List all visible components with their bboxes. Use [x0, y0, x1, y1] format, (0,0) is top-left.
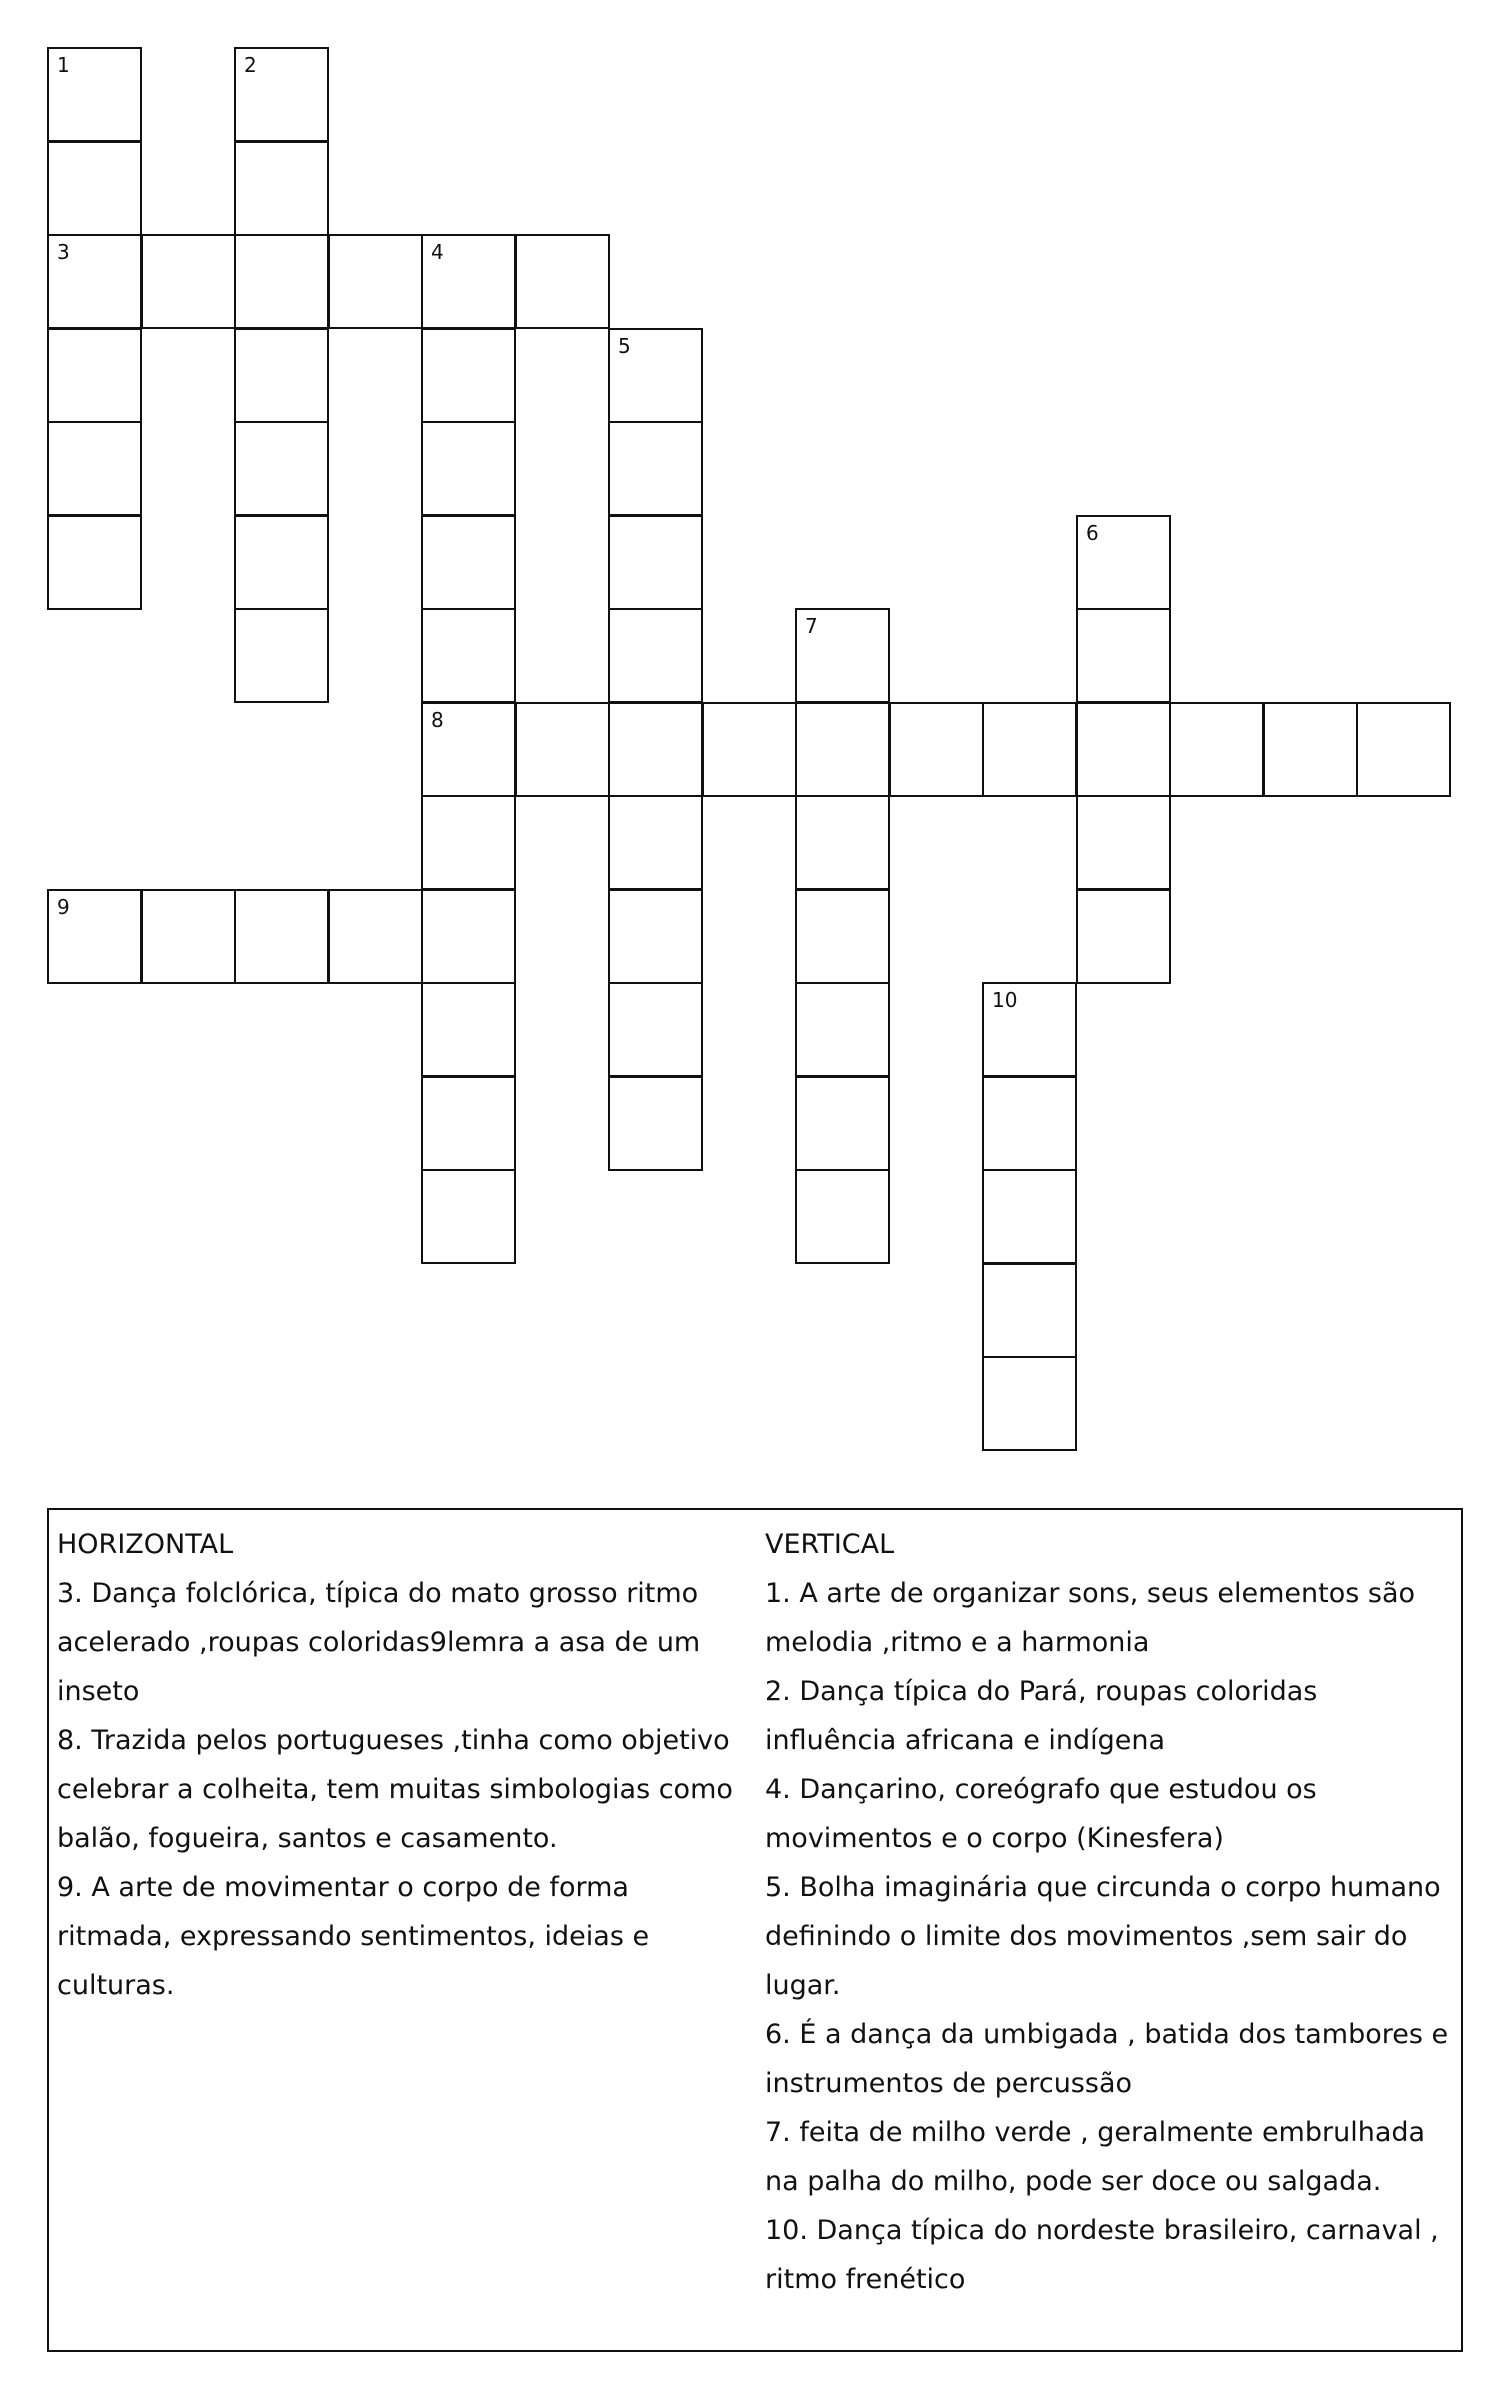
- clue-across-3: 3. Dança folclórica, típica do mato grosso ritmo acelerado ,roupas coloridas9lemra a asa de um inseto: [57, 1578, 701, 1707]
- grid-cell[interactable]: [795, 889, 890, 984]
- grid-cell[interactable]: [702, 702, 797, 797]
- grid-cell[interactable]: [1076, 608, 1171, 703]
- clue-down-5: 5. Bolha imaginária que circunda o corpo humano definindo o limite dos movimentos ,sem sair do lugar.: [765, 1872, 1441, 2001]
- grid-cell[interactable]: [608, 982, 703, 1077]
- grid-cell[interactable]: [1356, 702, 1451, 797]
- grid-cell[interactable]: [47, 889, 142, 984]
- grid-cell[interactable]: [608, 702, 703, 797]
- grid-cell[interactable]: [234, 234, 329, 329]
- grid-cell[interactable]: [608, 795, 703, 890]
- grid-cell[interactable]: [421, 702, 516, 797]
- grid-cell[interactable]: [795, 795, 890, 890]
- clue-number: 7: [805, 614, 818, 638]
- vertical-heading: VERTICAL: [765, 1529, 895, 1560]
- grid-cell[interactable]: [608, 1076, 703, 1171]
- grid-cell[interactable]: [141, 234, 236, 329]
- clue-number: 3: [57, 240, 70, 264]
- grid-cell[interactable]: [608, 515, 703, 610]
- grid-cell[interactable]: [47, 515, 142, 610]
- grid-cell[interactable]: [47, 47, 142, 142]
- grid-cell[interactable]: [889, 702, 984, 797]
- grid-cell[interactable]: [421, 608, 516, 703]
- grid-cell[interactable]: [608, 421, 703, 516]
- grid-cell[interactable]: [608, 328, 703, 423]
- grid-cell[interactable]: [421, 328, 516, 423]
- grid-cell[interactable]: [982, 1076, 1077, 1171]
- grid-cell[interactable]: [421, 795, 516, 890]
- grid-cell[interactable]: [795, 608, 890, 703]
- grid-cell[interactable]: [795, 702, 890, 797]
- grid-cell[interactable]: [421, 1169, 516, 1264]
- grid-cell[interactable]: [982, 1356, 1077, 1451]
- clue-down-7: 7. feita de milho verde , geralmente embrulhada na palha do milho, pode ser doce ou salgada.: [765, 2117, 1426, 2197]
- grid-cell[interactable]: [234, 47, 329, 142]
- grid-cell[interactable]: [982, 1169, 1077, 1264]
- clue-number: 8: [431, 708, 444, 732]
- grid-cell[interactable]: [795, 1076, 890, 1171]
- grid-cell[interactable]: [1169, 702, 1264, 797]
- grid-cell[interactable]: [47, 234, 142, 329]
- clue-down-10: 10. Dança típica do nordeste brasileiro, carnaval , ritmo frenético: [765, 2215, 1439, 2295]
- grid-cell[interactable]: [1076, 889, 1171, 984]
- clue-number: 4: [431, 240, 444, 264]
- clue-across-9: 9. A arte de movimentar o corpo de forma ritmada, expressando sentimentos, ideias e culturas.: [57, 1872, 650, 2001]
- grid-cell[interactable]: [234, 328, 329, 423]
- grid-cell[interactable]: [421, 421, 516, 516]
- clue-down-4: 4. Dançarino, coreógrafo que estudou os movimentos e o corpo (Kinesfera): [765, 1774, 1317, 1854]
- grid-cell[interactable]: [328, 234, 423, 329]
- grid-cell[interactable]: [421, 889, 516, 984]
- clues-box: [47, 1508, 1463, 2352]
- clue-number: 9: [57, 895, 70, 919]
- grid-cell[interactable]: [234, 889, 329, 984]
- grid-cell[interactable]: [1076, 702, 1171, 797]
- clue-down-2: 2. Dança típica do Pará, roupas coloridas influência africana e indígena: [765, 1676, 1318, 1756]
- clue-down-1: 1. A arte de organizar sons, seus elementos são melodia ,ritmo e a harmonia: [765, 1578, 1416, 1658]
- grid-cell[interactable]: [982, 1263, 1077, 1358]
- grid-cell[interactable]: [234, 141, 329, 236]
- grid-cell[interactable]: [982, 982, 1077, 1077]
- clue-number: 2: [244, 53, 257, 77]
- grid-cell[interactable]: [1263, 702, 1358, 797]
- grid-cell[interactable]: [421, 982, 516, 1077]
- grid-cell[interactable]: [234, 421, 329, 516]
- clue-number: 5: [618, 334, 631, 358]
- grid-cell[interactable]: [141, 889, 236, 984]
- grid-cell[interactable]: [47, 421, 142, 516]
- grid-cell[interactable]: [328, 889, 423, 984]
- grid-cell[interactable]: [608, 889, 703, 984]
- clue-across-8: 8. Trazida pelos portugueses ,tinha como objetivo celebrar a colheita, tem muitas simbologias como balão, fogueira, santos e casamento.: [57, 1725, 733, 1854]
- grid-cell[interactable]: [234, 608, 329, 703]
- vertical-clues: [765, 1520, 1455, 2304]
- grid-cell[interactable]: [234, 515, 329, 610]
- horizontal-heading: HORIZONTAL: [57, 1529, 234, 1560]
- grid-cell[interactable]: [1076, 795, 1171, 890]
- horizontal-clues: [57, 1520, 747, 2010]
- grid-cell[interactable]: [795, 982, 890, 1077]
- grid-cell[interactable]: [515, 702, 610, 797]
- grid-cell[interactable]: [47, 328, 142, 423]
- grid-cell[interactable]: [421, 1076, 516, 1171]
- clue-number: 6: [1086, 521, 1099, 545]
- clue-down-6: 6. É a dança da umbigada , batida dos tambores e instrumentos de percussão: [765, 2019, 1449, 2099]
- clue-number: 10: [992, 988, 1018, 1012]
- grid-cell[interactable]: [982, 702, 1077, 797]
- grid-cell[interactable]: [1076, 515, 1171, 610]
- clue-number: 1: [57, 53, 70, 77]
- grid-cell[interactable]: [795, 1169, 890, 1264]
- grid-cell[interactable]: [421, 234, 516, 329]
- grid-cell[interactable]: [608, 608, 703, 703]
- grid-cell[interactable]: [47, 141, 142, 236]
- grid-cell[interactable]: [515, 234, 610, 329]
- grid-cell[interactable]: [421, 515, 516, 610]
